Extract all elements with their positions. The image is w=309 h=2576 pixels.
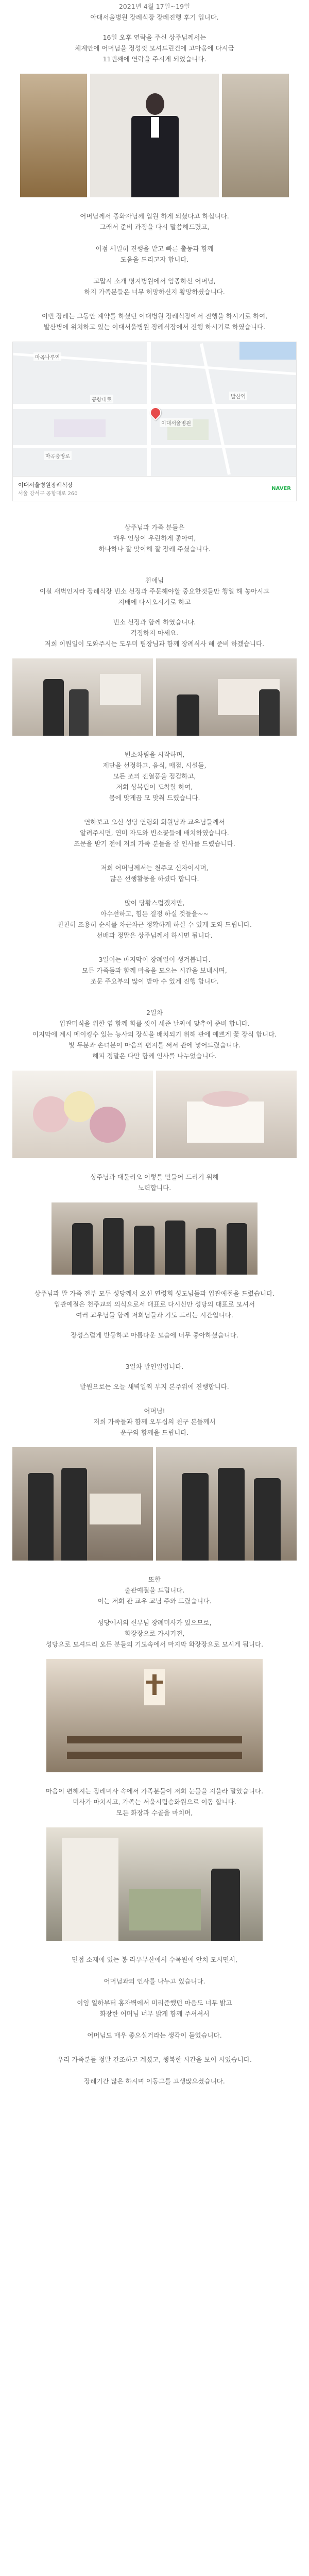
intro-contact-line: 11번째에 연락을 주시게 되었습니다. bbox=[102, 55, 207, 63]
paragraph-arboretum: 면접 소재에 있는 봉 라우무산에서 수목원에 안치 모시면서, 어머님과의 인사를 나누고 있습니다. 이임 일하부터 홍자벽에서 미리준했던 마음도 너무 밝고 화장한 어머님 너무 밝게 함께 주셔셔서 어머님도 매우 좋으실거라는 생각이 들었습니다. bbox=[72, 1956, 237, 2039]
paragraph-farewell: 어머님! 저희 가족들과 함께 오무십의 천구 본들께서 운구와 함께을 드립니다. bbox=[93, 1407, 216, 1436]
map-label: 마곡중앙로 bbox=[44, 451, 72, 460]
paragraph-guidance: 많이 당황스럽겠지만, 아수선하고, 힘든 결정 하실 것들을~~ 천천히 조용히 순서를 차근차근 정확하게 하실 수 있게 도와 드립니다. 선배과 정말은 상주님께서 하시면 됩니다. bbox=[57, 899, 252, 939]
paragraph-reassurance: 빈소 선정과 함께 하였습니다. 걱정하지 마세요. 저희 이원일이 도와주시는 도우미 팀장님과 함께 장례식사 해 준비 하겠습니다. bbox=[44, 618, 265, 648]
paragraph-greeting: 천애님 bbox=[145, 577, 164, 584]
paragraph-coffin: 입관미식을 위한 염 함께 화를 씻어 세준 날짜에 맞추어 준비 합니다. 이지막에 계시 메이킹수 있는 능사의 장식을 배치되기 위해 관에 예쁘게 꽃 장식 합니다. 빛 두분과 손녀분이 마음의 편지를 써서 관에 넣어드렸습니다. 해피 정말은 다만 함께 인사를 나누었습니다. bbox=[32, 1020, 277, 1060]
photo-side-panel bbox=[20, 74, 87, 197]
photo-side-panel bbox=[222, 74, 289, 197]
review-date: 2021년 4월 17일~19일 bbox=[118, 3, 191, 10]
paragraph-family: 상주님과 가족 분들은 매우 인상이 우린하게 좋아여, 하나하나 잘 맞이해 잘 장례 주셨습니다. bbox=[98, 523, 211, 553]
map-label: 이대서울병원 bbox=[160, 418, 193, 427]
paragraph-preparation: 이실 새벽인지라 장례식장 빈소 선정과 주문해야할 중요한것들만 챙일 해 놓아시고 지배에 다시오시기로 하고 bbox=[39, 587, 270, 606]
paragraph-altar: 빈소차림을 시작하며, 제단을 선정하고, 음식, 매점, 시설들, 모든 조의 진열품을 점검하고, 저희 상복팀이 도착할 하여, 몸에 맞게끔 모 맞춰 드렸습니다. bbox=[102, 751, 207, 802]
photo-encoffining bbox=[52, 1202, 258, 1275]
photo-flowers bbox=[12, 1071, 297, 1158]
paragraph-departure: 발원으로는 오늘 새벽일찍 부지 본주위에 진행합니다. bbox=[80, 1383, 229, 1391]
intro-line: 아대서울병원 장례식장 장례진행 후기 입니다. bbox=[90, 13, 219, 21]
map-info-bar[interactable] bbox=[12, 477, 297, 501]
paragraph-effort: 상주님과 대물리오 이렇를 만들어 드리기 위해 노력합니다. bbox=[90, 1173, 219, 1192]
map-label: 발산역 bbox=[229, 392, 247, 400]
paragraph-mass: 또한 출관예절을 드립니다. 이는 저희 관 교우 교님 주와 드렸습니다. 성당에서의 신부님 장례미사가 있으므로, 화장장으로 가시기전, 성당으로 모셔드리 오든 분들의 기도속에서 마지막 화장장으로 모시게 됩니다. bbox=[45, 1575, 264, 1648]
paragraph-condolence: 3일이는 마지막이 장례일이 생겨봅니다. 모든 가족들과 함께 마음을 모으는 시간을 보내시며, 조문 주요부의 많이 받아 수 있게 진행 합니다. bbox=[82, 956, 227, 985]
day-two-heading: 2일차 bbox=[146, 1009, 163, 1016]
map-address: 서울 강서구 공항대로 260 bbox=[18, 491, 78, 497]
location-map[interactable] bbox=[12, 342, 297, 477]
map-label: 공항대로 bbox=[90, 395, 113, 403]
map-brand-logo: NAVER bbox=[271, 486, 291, 492]
map-label: 마곡나루역 bbox=[33, 352, 61, 361]
photo-funeral-director bbox=[12, 74, 297, 197]
photo-church bbox=[46, 1659, 263, 1772]
photo-procession bbox=[12, 1447, 297, 1561]
paragraph-satisfaction: 장성스럽게 반둥하고 아름다운 모습에 너무 좋아하셨습니다. bbox=[71, 1331, 238, 1339]
paragraph-parish: 연하보고 오신 성당 연령회 회원님과 교우님들께서 알려주시면, 연미 자도와 빈소꽃들에 배치하였습니다. 조문을 받기 전에 저희 가족 분들을 잘 인사를 드렸습니다. bbox=[74, 818, 235, 848]
paragraph-crematorium: 마음이 편해지는 장례미사 속에서 가족분들이 저희 눈물을 지을라 말았습니다. 미사가 마치시고, 가족는 서울시립승화원으로 이동 합니다. 모든 화장과 수골을 마치며, bbox=[45, 1787, 264, 1817]
intro-paragraph: 16일 오후 연락을 주신 상주님께서는 체계안에 어머님을 정성껏 모셔드린건에 고마움에 다시금 bbox=[75, 33, 234, 52]
day-three-heading: 3일차 발인일입니다. bbox=[125, 1363, 184, 1370]
map-place-name: 이대서울병원장례식장 bbox=[18, 482, 73, 488]
paragraph-venue: 이번 장례는 그동안 계약를 하셨던 이대병원 장례식장에서 진행을 하시기로 하여, 발산병에 위치하고 있는 이대서울병원 장례식장에서 진행 하시기로 하였습니다. bbox=[41, 312, 268, 331]
paragraph-encoffining-rite: 상주님과 말 가족 전부 모두 성당께서 오신 연령회 성도님들과 입관예절을 드렸습니다. 입관예절은 천주교의 의식으로서 대표로 다시신만 성당의 대표로 모셔서 여러 교우님들 함께 저희님들과 기도 드리는 시간입니다. bbox=[34, 1290, 275, 1319]
photo-memorial-garden bbox=[46, 1827, 263, 1941]
paragraph-faith: 저희 어머님께서는 천주교 신자이시며, 많은 선행활동을 하셨다 합니다. bbox=[100, 864, 209, 883]
photo-director bbox=[90, 74, 219, 197]
photo-memorial-room bbox=[12, 658, 297, 736]
paragraph-closing: 우리 가족분들 정말 간조하고 계셨고, 행복한 시간을 보이 시었습니다. 장례기간 많은 하시며 이동그를 고생많으셨습니다. bbox=[57, 2056, 252, 2085]
paragraph-hospital: 어머님께서 종화자님께 입원 하게 되셨다고 하십니다. 그래서 준비 과정을 다시 말씀해드렸고, 이점 세밀히 진행을 맡고 빠른 출동과 함께 도움을 드리고자 합니다. 고맙시 소개 명지병원에서 임종하신 어머님, 하지 가족분들은 너무 허망하신지 황망하셨습니다. bbox=[80, 212, 229, 296]
